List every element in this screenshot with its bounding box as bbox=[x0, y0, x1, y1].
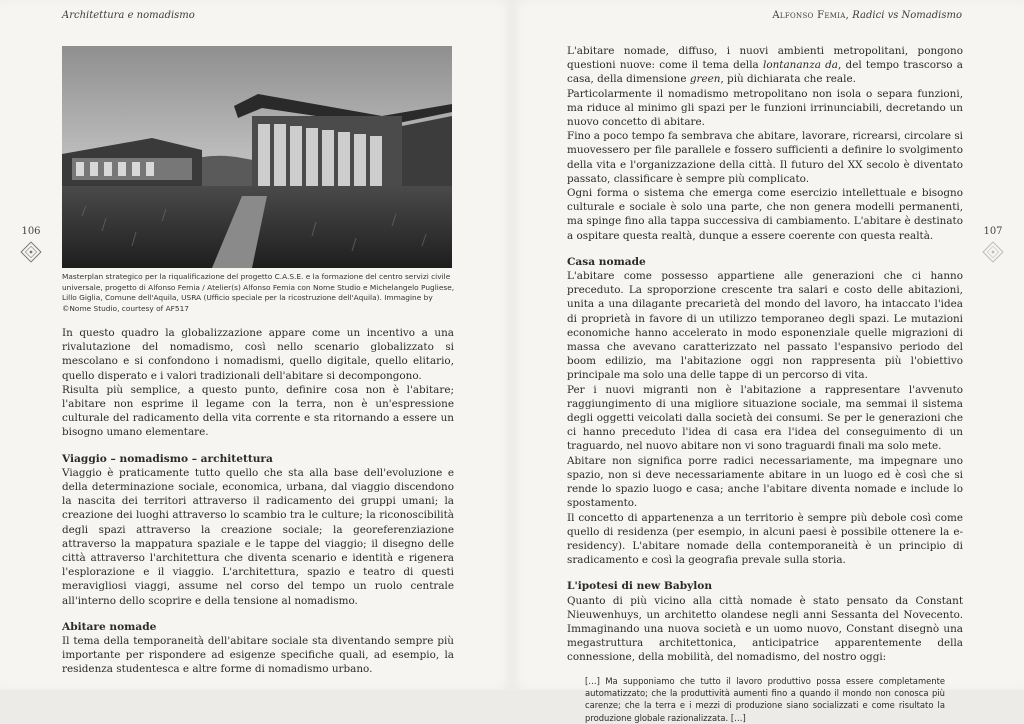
running-head-title: Radici vs Nomadismo bbox=[852, 10, 962, 21]
block-quote: […] Ma supponiamo che tutto il lavoro produttivo possa essere completamente automatizzato; che la produttività aumenti fino a quando il mondo non conosca più carenze; che la terra e i mezzi di produzione siano socializzati e come risultato la produzione globale razionalizzata. […] bbox=[585, 675, 945, 723]
figure-caption: Masterplan strategico per la riqualificazione del progetto C.A.S.E. e la formazione del centro servizi civile universale, progetto di Alfonso Femia / Atelier(s) Alfonso Femia con Nome Studio e Michelangelo Pugliese, Lillo Giglia, Comune dell'Aquila, USRA (Ufficio speciale per la ricostruzione dell'Aquila). Immagine by ©Nome Studio, courtesy of AF517 bbox=[62, 272, 455, 313]
paragraph: Quanto di più vicino alla città nomade è stato pensato da Constant Nieuwenhuys, un architetto olandese negli anni Sessanta del Novecento. Immaginando una nuova società e un uomo nuovo, Constant disegnò una megastruttura architettonica, anticipatrice apparentemente della connessione, della mobilità, del nomadismo, del nostro oggi: bbox=[567, 594, 963, 664]
paragraph: Per i nuovi migranti non è l'abitazione a rappresentare l'avvenuto raggiungimento di una migliore situazione sociale, ma semmai il sistema degli oggetti veicolati dalla società dei consumi. Se per le generazioni che ci hanno preceduto l'idea di casa era l'idea del conseguimento di un traguardo, nel nuovo abitare non vi sono traguardi finali ma solo mete. bbox=[567, 383, 963, 453]
page-number-left bbox=[16, 226, 46, 263]
page-number-right bbox=[978, 226, 1008, 263]
running-head-left: Architettura e nomadismo bbox=[62, 10, 195, 21]
paragraph: Fino a poco tempo fa sembrava che abitare, lavorare, ricrearsi, circolare si muovessero per file parallele e fossero sufficienti a definire lo svolgimento della vita e l'organizzazione della città. Il futuro del XX secolo è diventato passato, classificare è sempre più complicato. bbox=[567, 130, 963, 185]
paragraph: Il tema della temporaneità dell'abitare sociale sta diventando sempre più importante per rispondere ad esigenze specifiche quali, ad esempio, la residenza studentesca e altre forme di nomadismo urbano. bbox=[62, 635, 454, 676]
right-page bbox=[512, 0, 1024, 723]
paragraph: Il concetto di appartenenza a un territorio è sempre più debole così come quello di residenza (per esempio, in alcuni paesi è possibile ottenere la e-residency). L'abitare nomade della contemporaneità è un principio di sradicamento e così la geografia prevale sulla storia. bbox=[567, 511, 963, 567]
paragraph: L'abitare come possesso appartiene alle generazioni che ci hanno preceduto. La sproporzione crescente tra salari e costo delle abitazioni, unita a una dilagante precarietà del mondo del lavoro, ha intaccato l'idea di proprietà in favore di un utilizzo temporaneo degli spazi. Le mutazioni economiche hanno accelerato in modo esponenziale quelle migrazioni di massa che avevano caratterizzato nel passato l'espansivo periodo del boom edilizio, ma l'abitazione oggi non rappresenta più l'obiettivo principale ma solo una delle tappe di un percorso di vita. bbox=[567, 270, 963, 382]
section-heading: Casa nomade bbox=[567, 255, 646, 268]
paragraph: Viaggio è praticamente tutto quello che sta alla base dell'evoluzione e della determinazione sociale, economica, urbana, dal viaggio discendono la nascita dei territori attraverso il radicamento dei gruppi umani; la creazione dei luoghi attraverso lo scambio tra le culture; la riconoscibilità degli spazi attraverso la creazione sociale; la georeferenziazione attraverso la mappatura spaziale e le tappe del viaggio; il disegno delle città attraverso l'architettura che diventa scenario e identità e rigenera l'esplorazione e il viaggio. L'architettura, spazio e teatro di questi meravigliosi viaggi, assume nel corso del tempo un ruolo centrale all'interno dello scoprire e della tensione al nomadismo. bbox=[62, 466, 454, 607]
paragraph: Ogni forma o sistema che emerga come esercizio intellettuale e bisogno culturale e sociale è solo una parte, che non genera modelli permanenti, ma spinge fino alla tappa successiva di cambiamento. L'abitare è destinato a ospitare questa realtà, dunque a essere coerente con questa realtà. bbox=[567, 187, 963, 242]
paragraph: Abitare non significa porre radici necessariamente, ma impegnare uno spazio, non si deve necessariamente abitare in un luogo ed è così che si rende lo spazio luogo e casa; anche l'abitare diventa nomade e include lo spostamento. bbox=[567, 454, 963, 510]
ornament-icon bbox=[982, 241, 1004, 263]
paragraph: Particolarmente il nomadismo metropolitano non isola o separa funzioni, ma riduce al minimo gli spazi per le funzioni irrinunciabili, decretando un nuovo concetto di abitare. bbox=[567, 87, 963, 129]
section-heading: L'ipotesi di new Babylon bbox=[567, 580, 713, 593]
paragraph: Risulta più semplice, a questo punto, definire cosa non è l'abitare; l'abitare non esprime il legame con la terra, non è un'espressione culturale del radicamento della vita corrente e sta ritornando a essere un bisogno umano elementare. bbox=[62, 383, 454, 439]
paragraph: In questo quadro la globalizzazione appare come un incentivo a una rivalutazione del nomadismo, così nello scenario globalizzato si mescolano e si confondono i nomadismi, quello digitale, quello elitario, quello disperato e i valori tradizionali dell'abitare si decompongono. bbox=[62, 327, 454, 382]
left-body-text bbox=[62, 326, 454, 677]
section-heading: Viaggio – nomadismo – architettura bbox=[62, 452, 273, 465]
section-heading: Abitare nomade bbox=[62, 620, 157, 633]
architecture-photo bbox=[62, 46, 452, 268]
page-number-left-value: 106 bbox=[21, 226, 41, 237]
page-number-right-value: 107 bbox=[983, 226, 1003, 237]
right-body-text bbox=[567, 44, 963, 724]
running-head-right bbox=[772, 10, 962, 21]
running-head-author: Alfonso Femia, bbox=[772, 10, 850, 21]
paragraph: L'abitare nomade, diffuso, i nuovi ambienti metropolitani, pongono questioni nuove: come il tema della lontananza da, del tempo trascorso a casa, della dimensione green, più dichiarata che reale. bbox=[567, 45, 964, 86]
left-page bbox=[0, 0, 513, 690]
ornament-icon bbox=[20, 241, 42, 263]
